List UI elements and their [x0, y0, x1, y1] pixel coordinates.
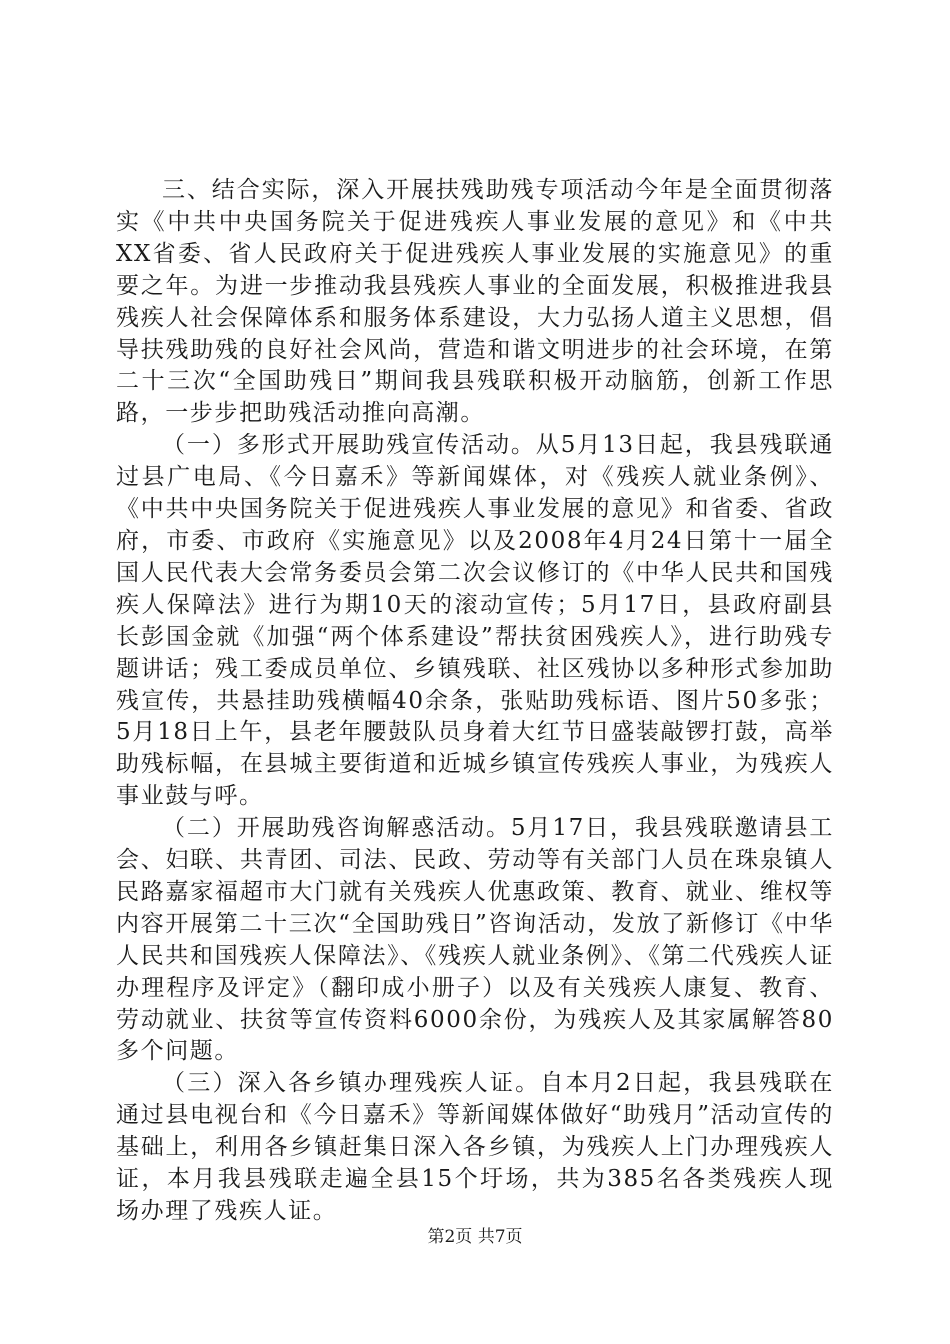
page-footer — [0, 1226, 950, 1248]
page-number-label: 第2页 共7页 — [427, 1227, 523, 1247]
paragraph-section-3: （三）深入各乡镇办理残疾人证。自本月2日起，我县残联在通过县电视台和《今日嘉禾》等新闻媒体做好“助残月”活动宣传的基础上，利用各乡镇赶集日深入各乡镇，为残疾人上门办理残疾人证，本月我县残联走遍全县15个圩场，共为385名各类残疾人现场办理了残疾人证。 — [116, 1070, 834, 1224]
paragraph-section-2: （二）开展助残咨询解惑活动。5月17日，我县残联邀请县工会、妇联、共青团、司法、民政、劳动等有关部门人员在珠泉镇人民路嘉家福超市大门就有关残疾人优惠政策、教育、就业、维权等内容开展第二十三次“全国助残日”咨询活动，发放了新修订《中华人民共和国残疾人保障法》、《残疾人就业条例》、《第二代残疾人证办理程序及评定》（翻印成小册子）以及有关残疾人康复、教育、劳动就业、扶贫等宣传资料6000余份，为残疾人及其家属解答80多个问题。 — [116, 815, 834, 1065]
paragraph-intro: 三、结合实际，深入开展扶残助残专项活动今年是全面贯彻落实《中共中央国务院关于促进残疾人事业发展的意见》和《中共XX省委、省人民政府关于促进残疾人事业发展的实施意见》的重要之年。为进一步推动我县残疾人事业的全面发展，积极推进我县残疾人社会保障体系和服务体系建设，大力弘扬人道主义思想，倡导扶残助残的良好社会风尚，营造和谐文明进步的社会环境，在第二十三次“全国助残日”期间我县残联积极开动脑筋，创新工作思路，一步步把助残活动推向高潮。 — [116, 177, 834, 427]
paragraph-section-1: （一）多形式开展助残宣传活动。从5月13日起，我县残联通过县广电局、《今日嘉禾》等新闻媒体，对《残疾人就业条例》、《中共中央国务院关于促进残疾人事业发展的意见》和省委、省政府，市委、市政府《实施意见》以及2008年4月24日第十一届全国人民代表大会常务委员会第二次会议修订的《中华人民共和国残疾人保障法》进行为期10天的滚动宣传；5月17日，县政府副县长彭国金就《加强“两个体系建设”帮扶贫困残疾人》，进行助残专题讲话；残工委成员单位、乡镇残联、社区残协以多种形式参加助残宣传，共悬挂助残横幅40余条，张贴助残标语、图片50多张；5月18日上午，县老年腰鼓队员身着大红节日盛装敲锣打鼓，高举助残标幅，在县城主要街道和近城乡镇宣传残疾人事业，为残疾人事业鼓与呼。 — [116, 432, 834, 810]
document-body — [116, 175, 834, 1228]
